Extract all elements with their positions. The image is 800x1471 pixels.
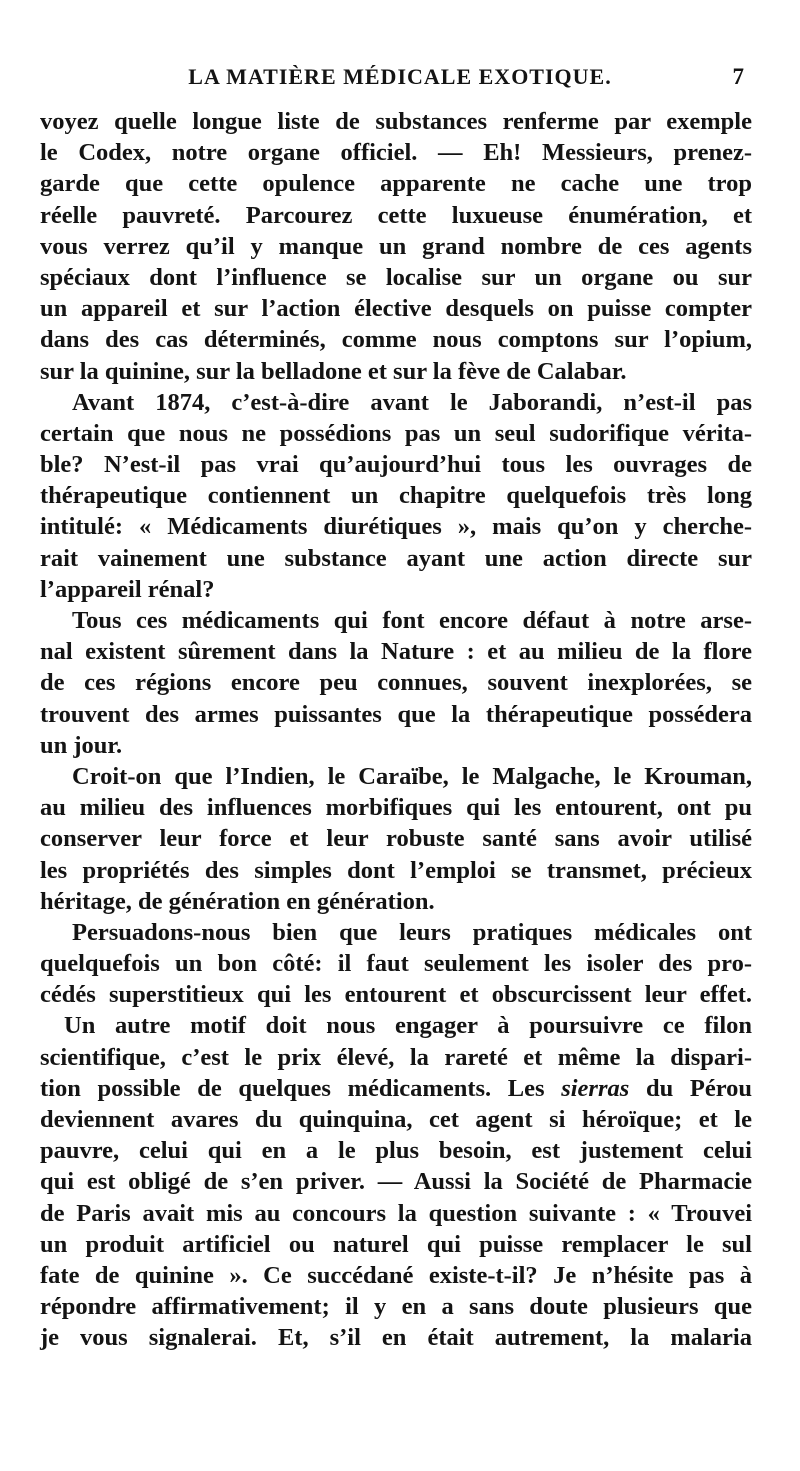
text-line: tion possible de quelques médicaments. Les sierras du Pérou: [40, 1074, 752, 1102]
text-line: cédés superstitieux qui les entourent et obscurcissent leur effet.: [40, 981, 752, 1009]
text-line: vous verrez qu’il y manque un grand nombre de ces agents: [40, 232, 752, 260]
text-line: qui est obligé de s’en priver. — Aussi la Société de Pharmacie: [40, 1168, 752, 1196]
text-line: je vous signalerai. Et, s’il en était autrement, la malaria: [40, 1324, 752, 1352]
page-header: [0, 64, 800, 94]
text-line: de Paris avait mis au concours la question suivante : « Trouvei: [40, 1199, 752, 1227]
text-line: les propriétés des simples dont l’emploi se transmet, précieux: [40, 856, 752, 884]
text-line: thérapeutique contiennent un chapitre quelquefois très long: [40, 482, 752, 510]
text-line: répondre affirmativement; il y en a sans doute plusieurs que: [40, 1293, 752, 1321]
text-line: Tous ces médicaments qui font encore défaut à notre arse-: [72, 607, 752, 634]
text-line: un appareil et sur l’action élective desquels on puisse compter: [40, 295, 752, 323]
text-line: réelle pauvreté. Parcourez cette luxueuse énumération, et: [40, 201, 752, 229]
page-number: 7: [732, 64, 744, 89]
text-line: deviennent avares du quinquina, cet agent si héroïque; et le: [40, 1106, 752, 1133]
text-line: nal existent sûrement dans la Nature : et au milieu de la flore: [40, 638, 752, 666]
text-line: Un autre motif doit nous engager à poursuivre ce filon: [64, 1012, 752, 1040]
text-line: intitulé: « Médicaments diurétiques », mais qu’on y cherche-: [40, 513, 752, 541]
text-line: Persuadons-nous bien que leurs pratiques médicales ont: [72, 918, 752, 946]
text-line: fate de quinine ». Ce succédané existe-t-il? Je n’hésite pas à: [40, 1261, 752, 1289]
text-line: Avant 1874, c’est-à-dire avant le Jaborandi, n’est-il pas: [72, 388, 752, 416]
text-line: héritage, de génération en génération.: [40, 887, 435, 915]
text-line: ble? N’est-il pas vrai qu’aujourd’hui tous les ouvrages de: [40, 451, 752, 479]
text-line: scientifique, c’est le prix élevé, la rareté et même la dispari-: [40, 1043, 752, 1071]
text-line: conserver leur force et leur robuste santé sans avoir utilisé: [40, 825, 752, 853]
text-line: de ces régions encore peu connues, souvent inexplorées, se: [40, 669, 752, 697]
text-line: garde que cette opulence apparente ne cache une trop: [40, 170, 752, 198]
text-line: pauvre, celui qui en a le plus besoin, est justement celui: [40, 1137, 752, 1165]
text-line: trouvent des armes puissantes que la thérapeutique possédera: [40, 700, 752, 728]
text-line: au milieu des influences morbifiques qui les entourent, ont pu: [40, 794, 752, 822]
text-line: un jour.: [40, 731, 123, 759]
text-line: dans des cas déterminés, comme nous comptons sur l’opium,: [40, 326, 752, 354]
text-line: l’appareil rénal?: [40, 575, 215, 603]
body-text: [40, 106, 752, 1354]
text-line: rait vainement une substance ayant une action directe sur: [40, 544, 752, 572]
text-line: certain que nous ne possédions pas un seul sudorifique vérita-: [40, 419, 752, 447]
text-line: voyez quelle longue liste de substances renferme par exemple: [40, 108, 752, 135]
text-line: Croit-on que l’Indien, le Caraïbe, le Malgache, le Krouman,: [72, 762, 752, 790]
running-title: LA MATIÈRE MÉDICALE EXOTIQUE.: [188, 64, 612, 89]
text-line: le Codex, notre organe officiel. — Eh! Messieurs, prenez-: [40, 139, 752, 167]
text-line: un produit artificiel ou naturel qui puisse remplacer le sul: [40, 1230, 752, 1258]
text-line: quelquefois un bon côté: il faut seulement les isoler des pro-: [40, 950, 752, 978]
text-line: spéciaux dont l’influence se localise sur un organe ou sur: [40, 263, 752, 291]
text-line: sur la quinine, sur la belladone et sur la fève de Calabar.: [40, 357, 627, 385]
